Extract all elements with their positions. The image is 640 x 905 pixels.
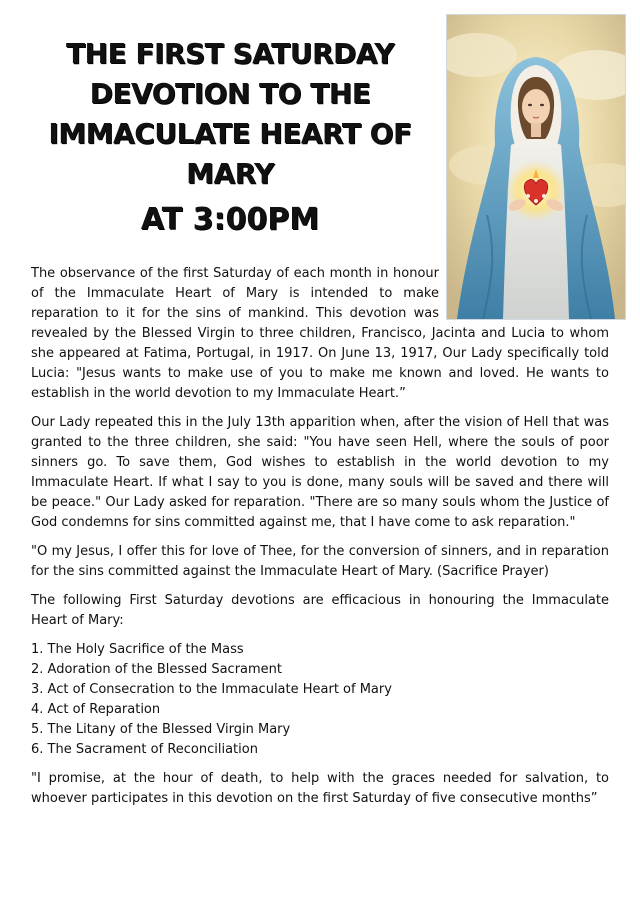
intro-text: The observance of the first Saturday of each month in honour of the Immaculate Heart of Mary is intended to make reparation to it for the sins of mankind. This devotion was revealed by the Blessed Virgin to three children, Francisco, Jacinta and Lucia to whom she appeared at Fatima, Portugal, in 1917. On June 13, 1917, Our Lady specifically told Lucia: "Jesus wants to make use of you to make me known and loved. He wants to establish in the world devotion to my Immaculate Heart.”: [31, 266, 609, 401]
intro-paragraph: [31, 264, 609, 404]
list-item: 4. Act of Reparation: [31, 702, 161, 717]
title-line-2: DEVOTION TO THE: [89, 77, 371, 110]
event-time: AT 3:00PM: [140, 202, 320, 237]
list-item: 3. Act of Consecration to the Immaculate Heart of Mary: [31, 682, 392, 697]
devotions-intro-paragraph: The following First Saturday devotions are efficacious in honouring the Immaculate Heart of Mary:: [31, 593, 609, 628]
sacrifice-prayer-paragraph: "O my Jesus, I offer this for love of Thee, for the conversion of sinners, and in reparation for the sins committed against the Immaculate Heart of Mary. (Sacrifice Prayer): [31, 544, 609, 579]
image-wrap-spacer: [439, 264, 609, 324]
list-item: 1. The Holy Sacrifice of the Mass: [31, 642, 244, 657]
title-line-4: MARY: [186, 157, 274, 190]
article-body: [31, 264, 609, 818]
title-line-3: IMMACULATE HEART OF: [48, 117, 412, 150]
closing-promise-paragraph: "I promise, at the hour of death, to help with the graces needed for salvation, to whoever participates in this devotion on the first Saturday of five consecutive months”: [31, 771, 609, 806]
list-item: 5. The Litany of the Blessed Virgin Mary: [31, 722, 291, 737]
devotions-list: [31, 640, 609, 760]
list-item: 6. The Sacrament of Reconciliation: [31, 742, 258, 757]
list-item: 2. Adoration of the Blessed Sacrament: [31, 662, 283, 677]
title-line-1: THE FIRST SATURDAY: [65, 37, 395, 70]
apparition-paragraph: Our Lady repeated this in the July 13th apparition when, after the vision of Hell that was granted to the three children, she said: "You have seen Hell, where the souls of poor sinners go. To save them, God wishes to establish in the world devotion to my Immaculate Heart. If what I say to you is done, many souls will be saved and there will be peace." Our Lady asked for reparation. "There are so many souls whom the Justice of God condemns for sins committed against me, that I have come to ask reparation.": [31, 415, 609, 530]
page-title: [20, 34, 440, 194]
